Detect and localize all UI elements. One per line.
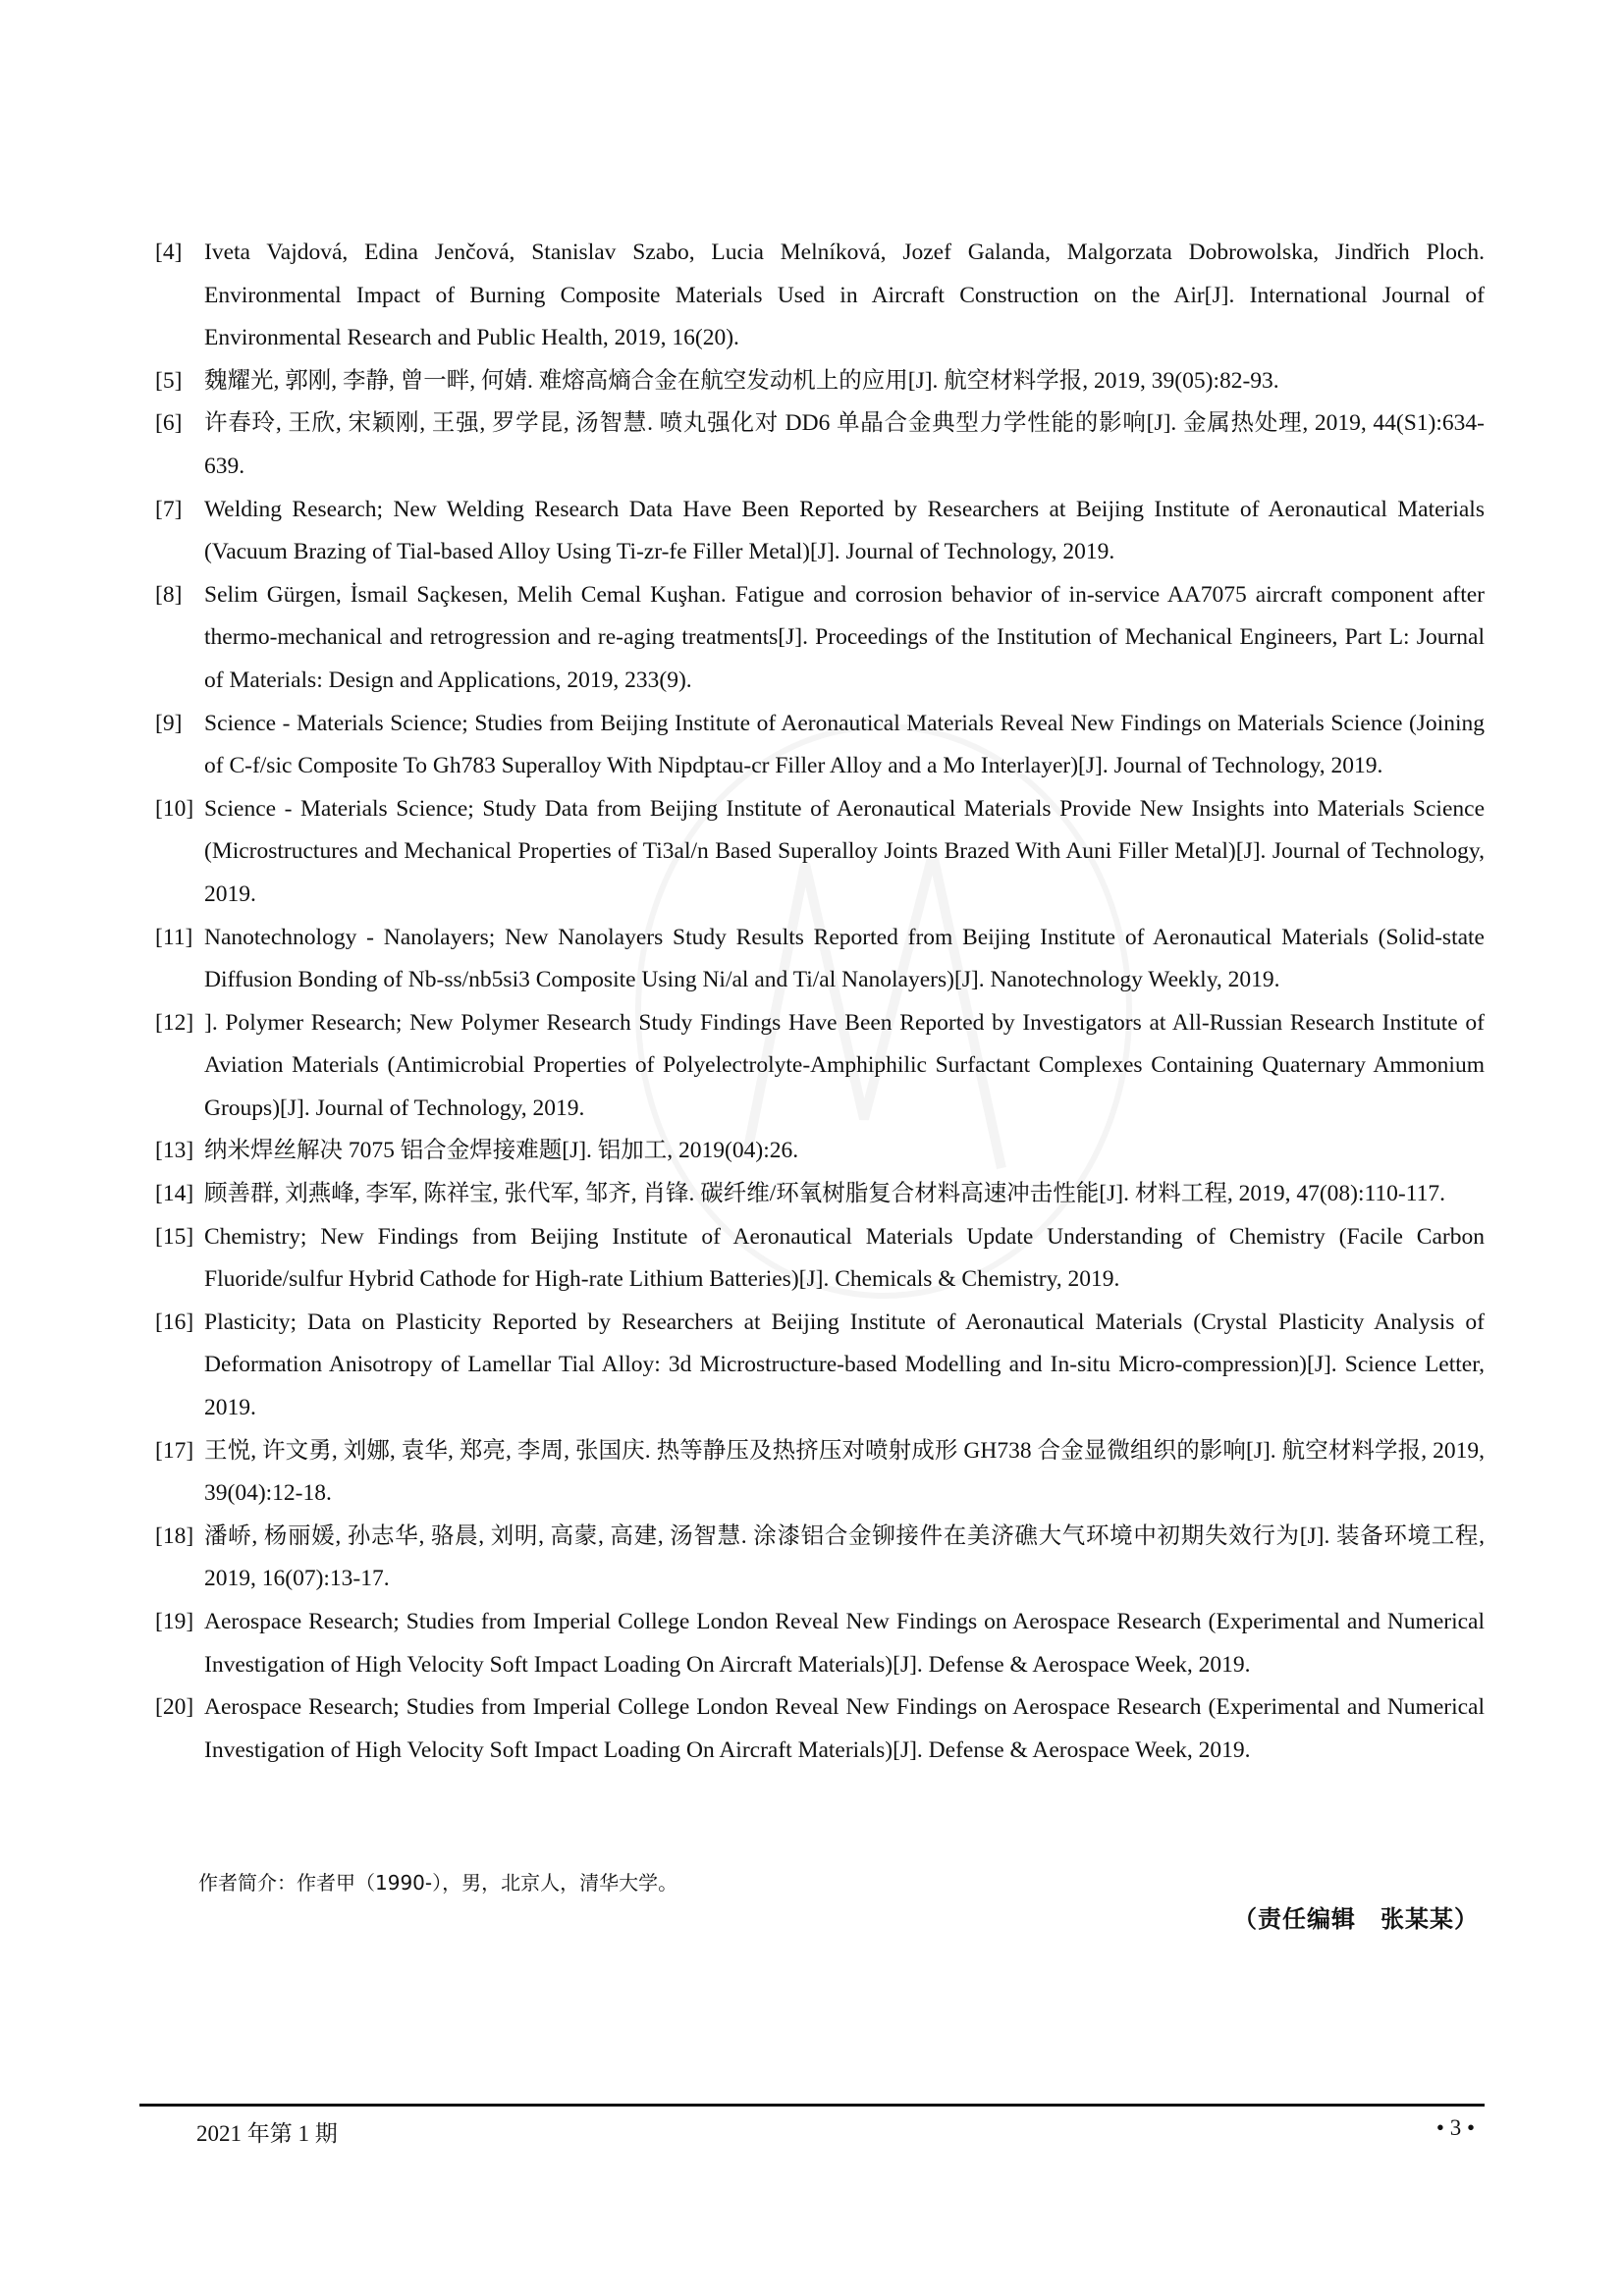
reference-number: [7] xyxy=(155,496,183,522)
reference-text: 潘峤, 杨丽媛, 孙志华, 骆晨, 刘明, 高蒙, 高建, 汤智慧. 涂漆铝合金铆接件在美济礁大气环境中初期失效行为[J]. 装备环境工程, 2019, 16(07):13-17. xyxy=(204,1522,1485,1592)
reference-item xyxy=(155,489,1485,574)
footer-issue: 2021 年第 1 期 xyxy=(196,2121,338,2146)
reference-item xyxy=(155,232,1485,360)
reference-number: [9] xyxy=(155,710,183,736)
footer-page-number: • 3 • xyxy=(1435,2115,1475,2140)
reference-number: [14] xyxy=(155,1181,194,1207)
reference-number: [16] xyxy=(155,1308,194,1335)
reference-text: Iveta Vajdová, Edina Jenčová, Stanislav Szabo, Lucia Melníková, Jozef Galanda, Malgorzata Dobrowolska, Jindřich Ploch. Environmental Impact of Burning Composite Materials Used in Aircraft Construction on the Air[J]. International Journal of Environmental Research and Public Health, 2019, 16(20). xyxy=(204,240,1485,351)
reference-text: 王悦, 许文勇, 刘娜, 袁华, 郑亮, 李周, 张国庆. 热等静压及热挤压对喷射成形 GH738 合金显微组织的影响[J]. 航空材料学报, 2019, 39(04):12-18. xyxy=(204,1437,1485,1507)
reference-text: Aerospace Research; Studies from Imperial College London Reveal New Findings on Aerospace Research (Experimental and Numerical Investigation of High Velocity Soft Impact Loading On Aircraft Materials)[J]. Defense & Aerospace Week, 2019. xyxy=(204,1694,1485,1763)
reference-number: [5] xyxy=(155,367,183,394)
reference-text: Aerospace Research; Studies from Imperial College London Reveal New Findings on Aerospace Research (Experimental and Numerical Investigation of High Velocity Soft Impact Loading On Aircraft Materials)[J]. Defense & Aerospace Week, 2019. xyxy=(204,1609,1485,1678)
reference-item xyxy=(155,1302,1485,1430)
author-bio: 作者简介：作者甲（1990-），男，北京人，清华大学。 xyxy=(198,1871,678,1895)
reference-text: 许春玲, 王欣, 宋颖刚, 王强, 罗学昆, 汤智慧. 喷丸强化对 DD6 单晶合金典型力学性能的影响[J]. 金属热处理, 2019, 44(S1):634-639. xyxy=(204,410,1485,479)
reference-item xyxy=(155,1130,1485,1173)
reference-text: Welding Research; New Welding Research Data Have Been Reported by Researchers at Beijing Institute of Aeronautical Materials (Vacuum Brazing of Tial-based Alloy Using Ti-zr-fe Filler Metal)[J]. Journal of Technology, 2019. xyxy=(204,496,1485,565)
reference-number: [17] xyxy=(155,1437,194,1464)
reference-number: [4] xyxy=(155,240,183,265)
reference-number: [11] xyxy=(155,924,193,950)
reference-text: Science - Materials Science; Studies from Beijing Institute of Aeronautical Materials Reveal New Findings on Materials Science (Joining of C-f/sic Composite To Gh783 Superalloy With Nipdptau-cr Filler Alloy and a Mo Interlayer)[J]. Journal of Technology, 2019. xyxy=(204,710,1485,779)
reference-item xyxy=(155,1516,1485,1601)
reference-number: [15] xyxy=(155,1223,194,1250)
reference-number: [18] xyxy=(155,1522,194,1549)
reference-item xyxy=(155,1601,1485,1686)
reference-item xyxy=(155,703,1485,788)
reference-item xyxy=(155,360,1485,403)
footer-divider xyxy=(139,2104,1485,2107)
reference-number: [19] xyxy=(155,1609,194,1634)
reference-text: 魏耀光, 郭刚, 李静, 曾一畔, 何婧. 难熔高熵合金在航空发动机上的应用[J]. 航空材料学报, 2019, 39(05):82-93. xyxy=(204,367,1279,394)
reference-item xyxy=(155,917,1485,1002)
responsible-editor: （责任编辑 张某某） xyxy=(1233,1905,1479,1933)
reference-item xyxy=(155,1216,1485,1302)
reference-item xyxy=(155,402,1485,488)
reference-text: Plasticity; Data on Plasticity Reported by Researchers at Beijing Institute of Aeronautical Materials (Crystal Plasticity Analysis of Deformation Anisotropy of Lamellar Tial Alloy: 3d Microstructure-based Modelling and In-situ Micro-compression)[J]. Science Letter, 2019. xyxy=(204,1308,1485,1421)
reference-text: 纳米焊丝解决 7075 铝合金焊接难题[J]. 铝加工, 2019(04):26. xyxy=(204,1138,799,1164)
reference-item xyxy=(155,1002,1485,1131)
reference-number: [6] xyxy=(155,410,183,437)
reference-number: [8] xyxy=(155,581,183,608)
reference-number: [13] xyxy=(155,1138,194,1164)
reference-text: Nanotechnology - Nanolayers; New Nanolayers Study Results Reported from Beijing Institute of Aeronautical Materials (Solid-state Diffusion Bonding of Nb-ss/nb5si3 Composite Using Ni/al and Ti/al Nanolayers)[J]. Nanotechnology Weekly, 2019. xyxy=(204,924,1485,993)
reference-item xyxy=(155,574,1485,703)
reference-item xyxy=(155,1173,1485,1216)
reference-number: [10] xyxy=(155,795,194,822)
reference-item xyxy=(155,788,1485,917)
reference-text: Selim Gürgen, İsmail Saçkesen, Melih Cemal Kuşhan. Fatigue and corrosion behavior of in-service AA7075 aircraft component after thermo-mechanical and retrogression and re-aging treatments[J]. Proceedings of the Institution of Mechanical Engineers, Part L: Journal of Materials: Design and Applications, 2019, 233(9). xyxy=(204,581,1485,693)
reference-text: Science - Materials Science; Study Data from Beijing Institute of Aeronautical Materials Provide New Insights into Materials Science (Microstructures and Mechanical Properties of Ti3al/n Based Superalloy Joints Brazed With Auni Filler Metal)[J]. Journal of Technology, 2019. xyxy=(204,795,1485,907)
reference-text: ]. Polymer Research; New Polymer Research Study Findings Have Been Reported by Investigators at All-Russian Research Institute of Aviation Materials (Antimicrobial Properties of Polyelectrolyte-Amphiphilic Surfactant Complexes Containing Quaternary Ammonium Groups)[J]. Journal of Technology, 2019. xyxy=(204,1009,1485,1121)
reference-number: [12] xyxy=(155,1009,194,1036)
reference-item xyxy=(155,1430,1485,1516)
reference-number: [20] xyxy=(155,1694,194,1721)
reference-list xyxy=(155,232,1485,1772)
reference-text: Chemistry; New Findings from Beijing Institute of Aeronautical Materials Update Understanding of Chemistry (Facile Carbon Fluoride/sulfur Hybrid Cathode for High-rate Lithium Batteries)[J]. Chemicals & Chemistry, 2019. xyxy=(204,1223,1485,1293)
reference-item xyxy=(155,1686,1485,1772)
reference-text: 顾善群, 刘燕峰, 李军, 陈祥宝, 张代军, 邹齐, 肖锋. 碳纤维/环氧树脂复合材料高速冲击性能[J]. 材料工程, 2019, 47(08):110-117. xyxy=(204,1181,1445,1207)
